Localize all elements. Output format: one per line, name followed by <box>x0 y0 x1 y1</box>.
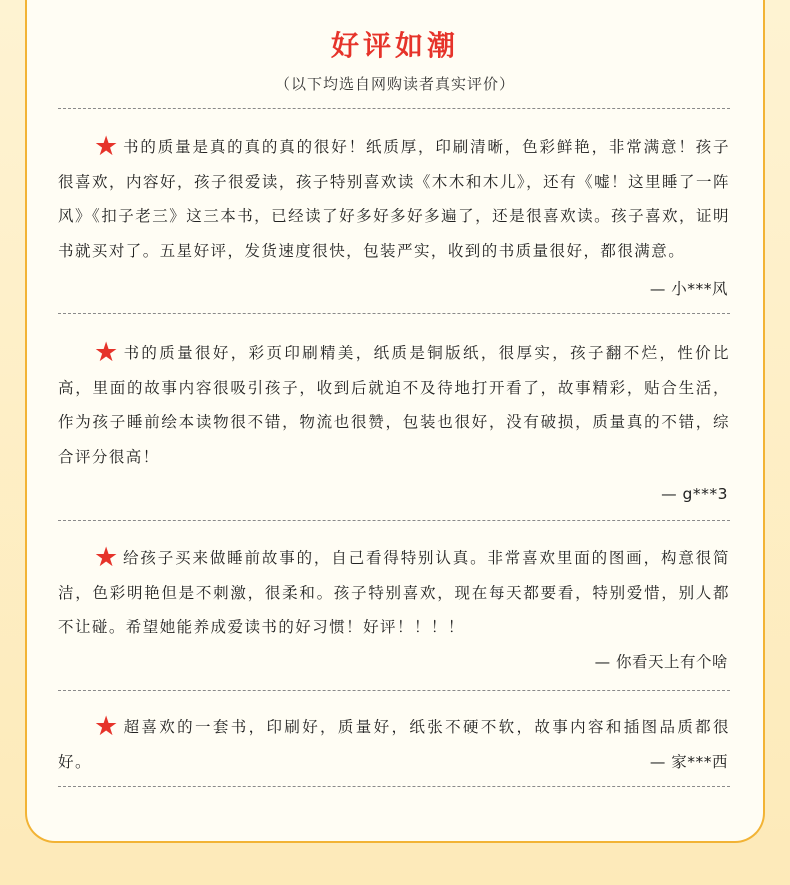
star-icon: ★ <box>94 542 120 573</box>
review-author: — g***3 <box>661 485 728 503</box>
divider <box>58 786 730 787</box>
review-body: 书的质量是真的真的真的很好！纸质厚，印刷清晰，色彩鲜艳，非常满意！孩子很喜欢，内容好，孩子很爱读，孩子特别喜欢读《木木和木儿》，还有《嘘！这里睡了一阵风》《扣子老三》这三本书，已经读了好多好多好多遍了，还是很喜欢读。孩子喜欢，证明书就买对了。五星好评，发货速度很快，包装严实，收到的书质量很好，都很满意。 <box>58 138 730 260</box>
divider <box>58 313 730 314</box>
star-icon: ★ <box>94 131 120 162</box>
divider <box>58 520 730 521</box>
divider <box>58 108 730 109</box>
review-text <box>58 130 730 268</box>
review-author: — 小***风 <box>649 280 728 298</box>
page-subtitle: （以下均选自网购读者真实评价） <box>274 75 515 93</box>
review-author: — 你看天上有个啥 <box>594 653 728 671</box>
review-author: — 家***西 <box>649 753 728 771</box>
divider <box>58 690 730 691</box>
review-body: 超喜欢的一套书，印刷好，质量好，纸张不硬不软，故事内容和插图品质都很好。 <box>58 718 730 771</box>
review-text <box>58 541 730 645</box>
review-text <box>58 710 730 779</box>
review-body: 给孩子买来做睡前故事的，自己看得特别认真。非常喜欢里面的图画，构意很简洁，色彩明艳但是不刺激，很柔和。孩子特别喜欢，现在每天都要看，特别爱惜，别人都不让碰。希望她能养成爱读书的好习惯！好评！！！！ <box>58 549 730 636</box>
star-icon: ★ <box>94 337 120 368</box>
star-icon: ★ <box>94 711 120 742</box>
review-body: 书的质量很好，彩页印刷精美，纸质是铜版纸，很厚实，孩子翻不烂，性价比高，里面的故事内容很吸引孩子，收到后就迫不及待地打开看了，故事精彩，贴合生活，作为孩子睡前绘本读物很不错，物流也很赞，包装也很好，没有破损，质量真的不错，综合评分很高！ <box>58 344 730 466</box>
page-title: 好评如潮 <box>330 29 459 62</box>
review-text <box>58 336 730 474</box>
